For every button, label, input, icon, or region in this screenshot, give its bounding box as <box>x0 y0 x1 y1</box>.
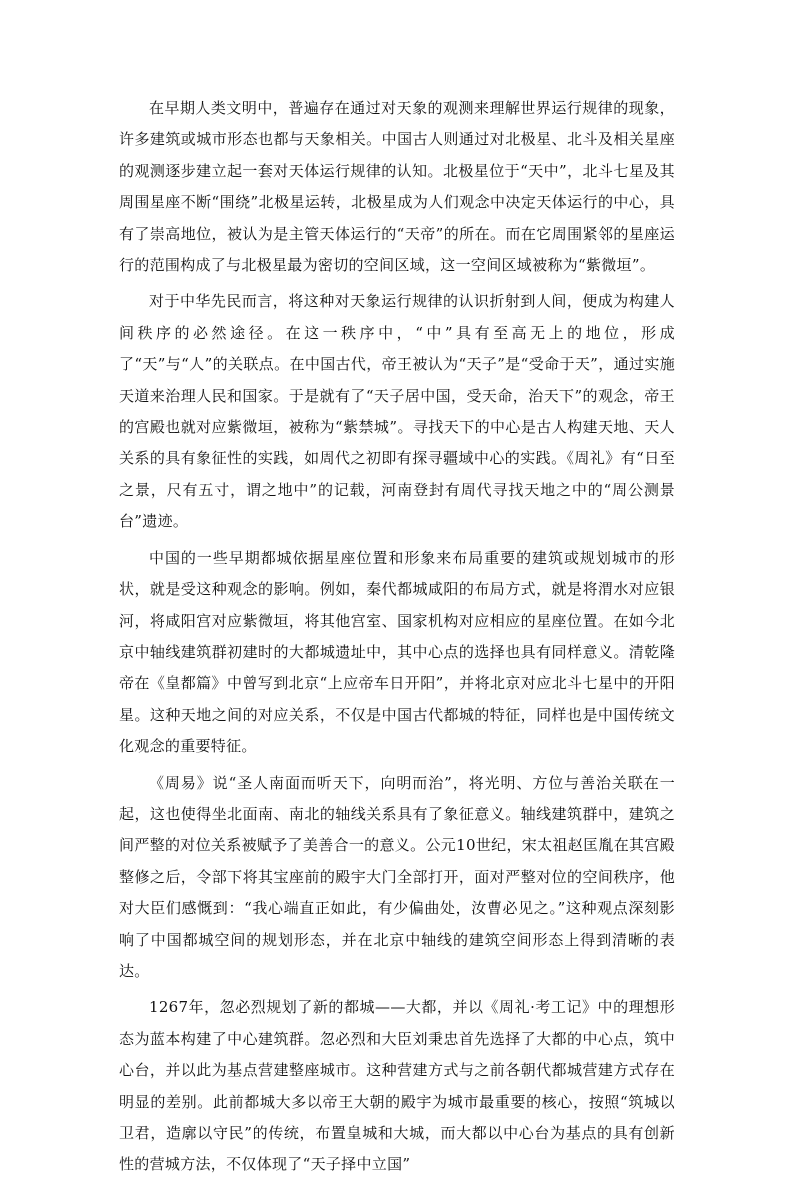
paragraph-2: 对于中华先民而言，将这种对天象运行规律的认识折射到人间，便成为构建人间秩序的必然途径。在这一秩序中，“中”具有至高无上的地位，形成了“天”与“人”的关联点。在中国古代，帝王被认为“天子”是“受命于天”，通过实施天道来治理人民和国家。于是就有了“天子居中国，受天命，治天下”的观念，帝王的宫殿也就对应紫微垣，被称为“紫禁城”。寻找天下的中心是古人构建天地、天人关系的具有象征性的实践，如周代之初即有探寻疆域中心的实践。《周礼》有“日至之景，尺有五寸，谓之地中”的记载，河南登封有周代寻找天地之中的“周公测景台”遗迹。 <box>119 292 675 531</box>
paragraph-5: 1267年，忽必烈规划了新的都城——大都，并以《周礼·考工记》中的理想形态为蓝本构建了中心建筑群。忽必烈和大臣刘秉忠首先选择了大都的中心点，筑中心台，并以此为基点营建整座城市。这种营建方式与之前各朝代都城营建方式存在明显的差别。此前都城大多以帝王大朝的殿宇为城市最重要的核心，按照“筑城以卫君，造廓以守民”的传统，布置皇城和大城，而大都以中心台为基点的具有创新性的营城方法，不仅体现了“天子择中立国” <box>119 998 675 1174</box>
paragraph-3: 中国的一些早期都城依据星座位置和形象来布局重要的建筑或规划城市的形状，就是受这种观念的影响。例如，秦代都城咸阳的布局方式，就是将渭水对应银河，将咸阳宫对应紫微垣，将其他宫室、国家机构对应相应的星座位置。在如今北京中轴线建筑群初建时的大都城遗址中，其中心点的选择也具有同样意义。清乾隆帝在《皇都篇》中曾写到北京“上应帝车日开阳”，并将北京对应北斗七星中的开阳星。这种天地之间的对应关系，不仅是中国古代都城的特征，同样也是中国传统文化观念的重要特征。 <box>119 548 675 756</box>
paragraph-1: 在早期人类文明中，普遍存在通过对天象的观测来理解世界运行规律的现象，许多建筑或城市形态也都与天象相关。中国古人则通过对北极星、北斗及相关星座的观测逐步建立起一套对天体运行规律的认知。北极星位于“天中”，北斗七星及其周围星座不断“围绕”北极星运转，北极星成为人们观念中决定天体运行的中心，具有了崇高地位，被认为是主管天体运行的“天帝”的所在。而在它周围紧邻的星座运行的范围构成了与北极星最为密切的空间区域，这一空间区域被称为“紫微垣”。 <box>119 99 675 275</box>
paragraph-4: 《周易》说“圣人南面而听天下，向明而治”，将光明、方位与善治关联在一起，这也使得坐北面南、南北的轴线关系具有了象征意义。轴线建筑群中，建筑之间严整的对位关系被赋予了美善合一的意义。公元10世纪，宋太祖赵匡胤在其宫殿整修之后，令部下将其宝座前的殿宇大门全部打开，面对严整对位的空间秩序，他对大臣们感慨到：“我心端直正如此，有少偏曲处，汝曹必见之。”这种观点深刻影响了中国都城空间的规划形态，并在北京中轴线的建筑空间形态上得到清晰的表达。 <box>119 773 675 980</box>
document-body <box>119 93 675 1186</box>
